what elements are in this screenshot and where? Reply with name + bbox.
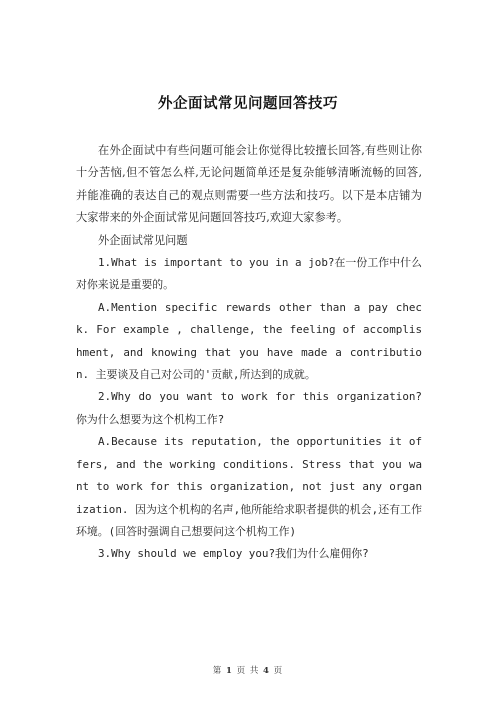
footer-prefix: 第 [212, 666, 223, 676]
page-footer [0, 664, 496, 676]
question-3: 3.Why should we employ you?我们为什么雇佣你? [98, 547, 369, 561]
section-heading: 外企面试常见问题 [98, 233, 188, 247]
question-2: 2.Why do you want to work for this organization? 你为什么想要为这个机构工作? [76, 390, 422, 426]
answer-2: A.Because its reputation, the opportunities it offers, and the working conditions. Stress that you want to work for this organization, not just any organization. 因为这个机构的名声,他所能给求职者提供的机会,还有工作环境。(回答时强调自己想要问这个机构工作) [76, 435, 422, 538]
footer-suffix: 页 [273, 666, 284, 676]
footer-middle: 页 共 [236, 666, 260, 676]
answer-1: A.Mention specific rewards other than a pay check. For example , challenge, the feeling of accomplishment, and knowing that you have made a contribution. 主要谈及自己对公司的'贡献,所达到的成就。 [76, 300, 422, 382]
current-page-number: 1 [226, 666, 233, 676]
intro-paragraph: 在外企面试中有些问题可能会让你觉得比较擅长回答,有些则让你十分苦恼,但不管怎么样,无论问题简单还是复杂能够清晰流畅的回答,并能准确的表达自己的观点则需要一些方法和技巧。以下是本店铺为大家带来的外企面试常见问题回答技巧,欢迎大家参考。 [76, 144, 422, 225]
document-body [76, 140, 422, 566]
question-1: 1.What is important to you in a job?在一份工作中什么对你来说是重要的。 [76, 256, 422, 292]
total-page-count: 4 [263, 666, 270, 676]
document-title: 外企面试常见问题回答技巧 [158, 96, 338, 112]
